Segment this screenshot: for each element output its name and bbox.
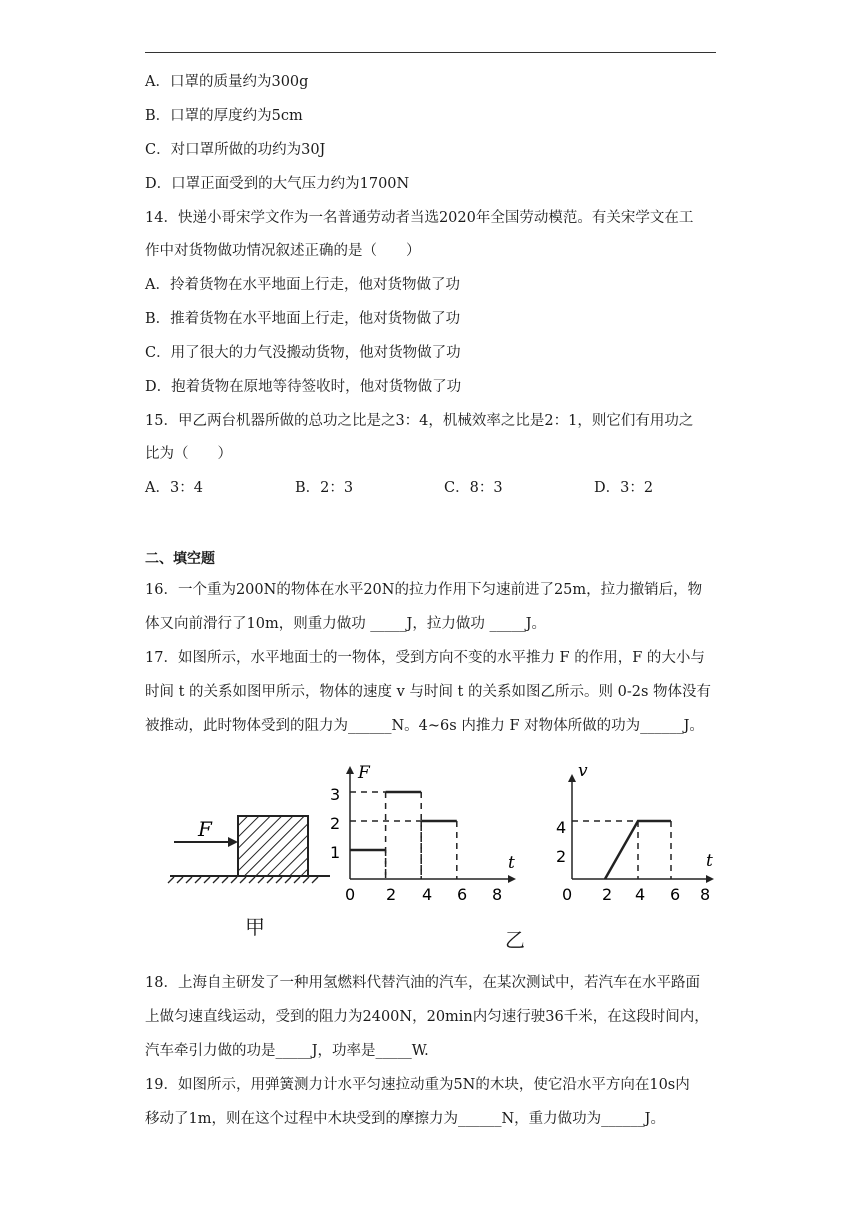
- graph-v-xtick-4: 4: [635, 885, 646, 904]
- graph-f-y-label: F: [358, 763, 370, 783]
- q14-option-a: A．拎着货物在水平地面上行走，他对货物做了功: [145, 277, 460, 293]
- q17-line-2: 时间 t 的关系如图甲所示，物体的速度 v 与时间 t 的关系如图乙所示。则 0-2s 物体没有: [145, 684, 712, 700]
- graph-v-x-arrow: [706, 875, 714, 883]
- q18-line-1: 18．上海自主研发了一种用氢燃料代替汽油的汽车，在某次测试中，若汽车在水平路面: [145, 975, 700, 991]
- graph-f-ytick-3: 3: [330, 785, 341, 804]
- graph-f-ytick-2: 2: [330, 814, 341, 833]
- force-label: F: [198, 817, 212, 841]
- ground-hatch-mark: [168, 877, 174, 883]
- q15-option-a: A．3：4: [145, 480, 203, 496]
- q18-line-2: 上做匀速直线运动，受到的阻力为2400N，20min内匀速行驶36千米，在这段时间内，: [145, 1009, 709, 1025]
- ground-hatch-mark: [222, 877, 228, 883]
- ground-hatch-mark: [312, 877, 318, 883]
- ground-hatch-mark: [195, 877, 201, 883]
- ground-hatch-mark: [267, 877, 273, 883]
- q17-figure: [160, 756, 740, 956]
- graph-v-xtick-2: 2: [602, 885, 613, 904]
- q14-stem-line-2: 作中对货物做功情况叙述正确的是（ ）: [145, 243, 421, 259]
- graph-f-x-arrow: [508, 875, 516, 883]
- ground-hatch-mark: [258, 877, 264, 883]
- q15-stem-line-2: 比为（ ）: [145, 446, 232, 462]
- graph-v-y-label: v: [578, 761, 588, 781]
- q14-stem-line-1: 14．快递小哥宋学文作为一名普通劳动者当选2020年全国劳动模范。有关宋学文在工: [145, 210, 694, 226]
- graph-f-ytick-1: 1: [330, 843, 341, 862]
- graph-f-x-label: t: [508, 853, 515, 873]
- graph-f-t: [330, 763, 516, 904]
- ground-surface: [168, 876, 330, 883]
- figure-label-jia: 甲: [245, 915, 265, 939]
- graph-f-y-arrow: [346, 766, 354, 774]
- graph-v-x-label: t: [706, 851, 713, 871]
- q13-option-c: C．对口罩所做的功约为30J: [145, 142, 326, 158]
- section-2-title: 二、填空题: [145, 551, 215, 567]
- q19-line-2: 移动了1m，则在这个过程中木块受到的摩擦力为______N，重力做功为______J。: [145, 1111, 665, 1127]
- ground-hatch-mark: [276, 877, 282, 883]
- graph-v-xtick-0: 0: [562, 885, 573, 904]
- q15-option-c: C．8：3: [444, 480, 503, 496]
- q13-option-a: A．口罩的质量约为300g: [145, 74, 309, 90]
- q18-line-3: 汽车牵引力做的功是_____J，功率是_____W.: [145, 1043, 429, 1059]
- q16-line-1: 16．一个重为200N的物体在水平20N的拉力作用下匀速前进了25m，拉力撤销后，物: [145, 582, 703, 598]
- q15-option-d: D．3：2: [594, 480, 654, 496]
- ground-hatch-mark: [177, 877, 183, 883]
- ground-hatch-mark: [285, 877, 291, 883]
- graph-f-xtick-4: 4: [422, 885, 433, 904]
- ground-hatch-mark: [249, 877, 255, 883]
- graph-f-xtick-2: 2: [386, 885, 397, 904]
- q14-option-d: D．抱着货物在原地等待签收时，他对货物做了功: [145, 379, 462, 395]
- ground-hatch-mark: [231, 877, 237, 883]
- graph-v-ytick-2: 2: [556, 847, 567, 866]
- ground-hatch-mark: [303, 877, 309, 883]
- graph-v-ytick-4: 4: [556, 818, 567, 837]
- q17-line-1: 17．如图所示，水平地面士的一物体，受到方向不变的水平推力 F 的作用，F 的大小与: [145, 650, 705, 666]
- q13-option-d: D．口罩正面受到的大气压力约为1700N: [145, 176, 410, 192]
- q17-line-3: 被推动，此时物体受到的阻力为______N。4~6s 内推力 F 对物体所做的功为______J。: [145, 718, 704, 734]
- graph-v-y-arrow: [568, 774, 576, 782]
- graph-v-xtick-8: 8: [700, 885, 711, 904]
- graph-f-xtick-8: 8: [492, 885, 503, 904]
- q15-stem-line-1: 15．甲乙两台机器所做的总功之比是之3：4，机械效率之比是2：1，则它们有用功之: [145, 413, 694, 429]
- graph-v-t: [556, 761, 714, 904]
- ground-hatch-mark: [213, 877, 219, 883]
- header-rule: [145, 52, 716, 53]
- q14-option-b: B．推着货物在水平地面上行走，他对货物做了功: [145, 311, 461, 327]
- graph-f-xtick-6: 6: [457, 885, 468, 904]
- graph-f-xtick-0: 0: [345, 885, 356, 904]
- graph-v-xtick-6: 6: [670, 885, 681, 904]
- ground-hatch-mark: [204, 877, 210, 883]
- ground-hatch-mark: [186, 877, 192, 883]
- block: [238, 816, 308, 876]
- q16-line-2: 体又向前滑行了10m，则重力做功 _____J，拉力做功 _____J。: [145, 616, 547, 632]
- ground-hatch-mark: [240, 877, 246, 883]
- q15-option-b: B．2：3: [295, 480, 354, 496]
- q19-line-1: 19．如图所示，用弹簧测力计水平匀速拉动重为5N的木块，使它沿水平方向在10s内: [145, 1077, 690, 1093]
- ground-hatch-mark: [294, 877, 300, 883]
- figure-label-yi: 乙: [505, 928, 525, 952]
- q14-option-c: C．用了很大的力气没搬动货物，他对货物做了功: [145, 345, 461, 361]
- q13-option-b: B．口罩的厚度约为5cm: [145, 108, 303, 124]
